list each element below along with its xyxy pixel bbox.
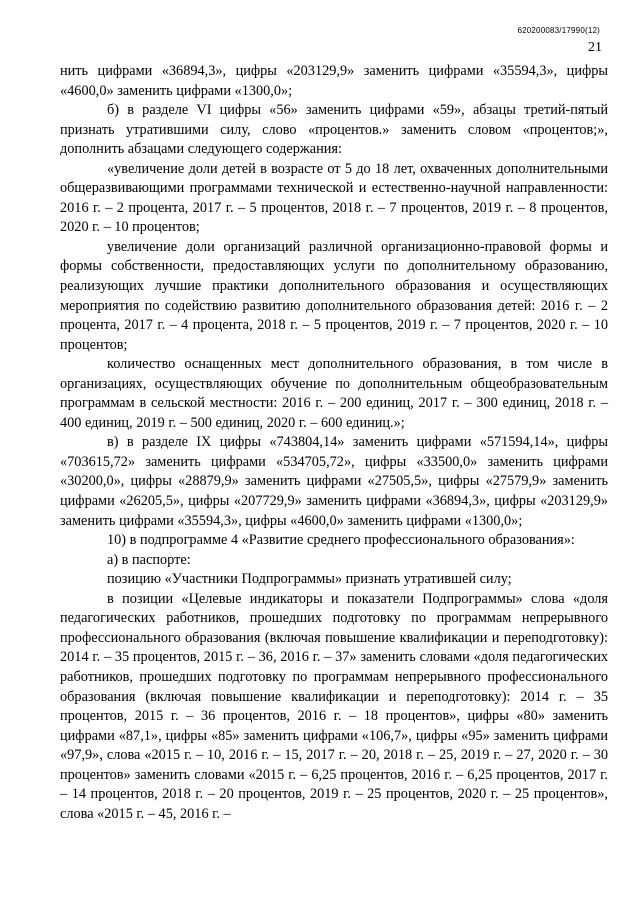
paragraph: 10) в подпрограмме 4 «Развитие среднего профессионального образования»: <box>107 532 575 549</box>
document-body <box>60 62 608 824</box>
paragraph: б) в разделе VI цифры «56» заменить цифрами «59», абзацы третий-пятый признать утратившими силу, слово «процентов.» заменить словом «процентов;», дополнить абзацами следующего содержания: <box>60 102 608 158</box>
paragraph: количество оснащенных мест дополнительного образования, в том числе в организациях, осуществляющих обучение по дополнительным общеобразовательным программам в сельской местности: 2016 г. – 200 единиц, 2017 г. – 300 единиц, 2018 г. – 400 единиц, 2019 г. – 500 единиц, 2020 г. – 600 единиц.»; <box>60 356 608 431</box>
paragraph: увеличение доли организаций различной организационно-правовой формы и формы собственности, предоставляющих услуги по дополнительному образованию, реализующих лучшие практики дополнительного образования и осуществляющих мероприятия по содействию развитию дополнительного образования детей: 2016 г. – 2 процента, 2017 г. – 4 процента, 2018 г. – 5 процентов, 2019 г. – 7 процентов, 2020 г. – 10 процентов; <box>60 238 608 353</box>
paragraph: «увеличение доли детей в возрасте от 5 до 18 лет, охваченных дополнительными общеразвивающими программами технической и естественно-научной направленности: 2016 г. – 2 процента, 2017 г. – 5 процентов, 2018 г. – 7 процентов, 2019 г. – 8 процентов, 2020 г. – 10 процентов; <box>60 160 608 236</box>
paragraph: в) в разделе IX цифры «743804,14» заменить цифрами «571594,14», цифры «703615,72» заменить цифрами «534705,72», цифры «33500,0» заменить цифрами «30200,0», цифры «28879,9» заменить цифрами «27505,5», цифры «27579,9» заменить цифрами «26205,5», цифры «207729,9» заменить цифрами «36894,3», цифры «203129,9» заменить цифрами «35594,3», цифры «4600,0» заменить цифрами «1300,0»; <box>60 434 608 529</box>
paragraph: а) в паспорте: <box>107 551 191 568</box>
paragraph: нить цифрами «36894,3», цифры «203129,9» заменить цифрами «35594,3», цифры «4600,0» заменить цифрами «1300,0»; <box>60 63 608 99</box>
paragraph: позицию «Участники Подпрограммы» признать утратившей силу; <box>107 571 512 588</box>
paragraph: в позиции «Целевые индикаторы и показатели Подпрограммы» слова «доля педагогических работников, прошедших подготовку по программам непрерывного профессионального образования (включая повышение квалификации и переподготовку): 2014 г. – 35 процентов, 2015 г. – 36, 2016 г. – 37» заменить словами «доля педагогических работников, прошедших подготовку по программам непрерывного профессионального образования (включая повышение квалификации и переподготовку): 2014 г. – 35 процентов, 2015 г. – 36 процентов, 2016 г. – 18 процентов», цифры «80» заменить цифрами «87,1», цифры «85» заменить цифрами «106,7», цифры «95» заменить цифрами «97,9», слова «2015 г. – 10, 2016 г. – 15, 2017 г. – 20, 2018 г. – 25, 2019 г. – 27, 2020 г. – 30 процентов» заменить словами «2015 г. – 6,25 процентов, 2016 г. – 6,25 процентов, 2017 г. – 14 процентов, 2018 г. – 20 процентов, 2019 г. – 25 процентов, 2020 г. – 25 процентов», слова «2015 г. – 45, 2016 г. – <box>60 590 608 822</box>
page-number: 21 <box>588 40 602 55</box>
document-code: 620200083/17990(12) <box>517 26 600 35</box>
